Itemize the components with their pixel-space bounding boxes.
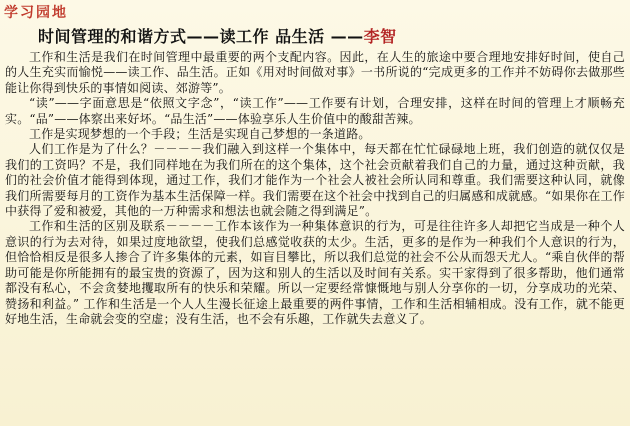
paragraph: 人们工作是为了什么？－－－－我们融入到这样一个集体中，每天都在忙忙碌碌地上班，我们创造的就仅仅是我们的工资吗？不是，我们同样地在为我们所在的这个集体，这个社会贡献着我们自己的力量，通过这种贡献，我们的社会价值才能得到体现，通过工作，我们才能作为一个社会人被社会所认同和尊重。我们需要这种认同，就像我们所需要每月的工资作为基本生活保障一样。我们需要在这个社会中找到自己的归属感和成就感。“如果你在工作中获得了爱和被爱，其他的一万种需求和想法也就会随之得到满足”。 <box>5 142 625 219</box>
paragraph: 工作是实现梦想的一个手段；生活是实现自己梦想的一条道路。 <box>29 127 371 142</box>
article-title <box>38 24 598 47</box>
paragraph: “读”——字面意思是“依照文字念”，“读工作”——工作要有计划，合理安排，这样在时间的管理上才顺畅充实。“品”——体察出来好坏。“品生活”——体验享乐人生价值中的酸甜苦辣。 <box>5 96 625 126</box>
article-body <box>5 50 625 422</box>
section-badge: 学习园地 <box>4 5 68 21</box>
author-name: 李智 <box>363 27 397 46</box>
title-text: 时间管理的和谐方式——读工作 品生活 —— <box>38 27 364 46</box>
paragraph: 工作和生活是我们在时间管理中最重要的两个支配内容。因此，在人生的旅途中要合理地安排好时间，使自己的人生充实而愉悦——读工作、品生活。正如《用对时间做对事》一书所说的“完成更多的工作并不妨碍你去做那些能让你得到快乐的事情如阅读、郊游等”。 <box>5 50 625 95</box>
paragraph: 工作和生活的区别及联系－－－－工作本该作为一种集体意识的行为，可是往往许多人却把它当成是一种个人意识的行为去对待，如果过度地欲望，使我们总感觉收获的太少。生活，更多的是作为一种我们个人意识的行为，但恰恰相反是很多人掺合了许多集体的元素，如盲目攀比，所以我们总觉的社会不公从而怨天尤人。“乘自伙伴的帮助可能是你所能拥有的最宝贵的资源了，因为这和别人的生活以及时间有关系。实干家得到了很多帮助，他们通常都没有私心，不会贪婪地攫取所有的快乐和荣耀。所以一定要经常慷慨地与别人分享你的一切，分享成功的光荣、赞扬和利益。” 工作和生活是一个人人生漫长征途上最重要的两件事情，工作和生活相辅相成。没有工作，就不能更好地生活，生命就会变的空虚；没有生活，也不会有乐趣，工作就失去意义了。 <box>5 219 625 326</box>
